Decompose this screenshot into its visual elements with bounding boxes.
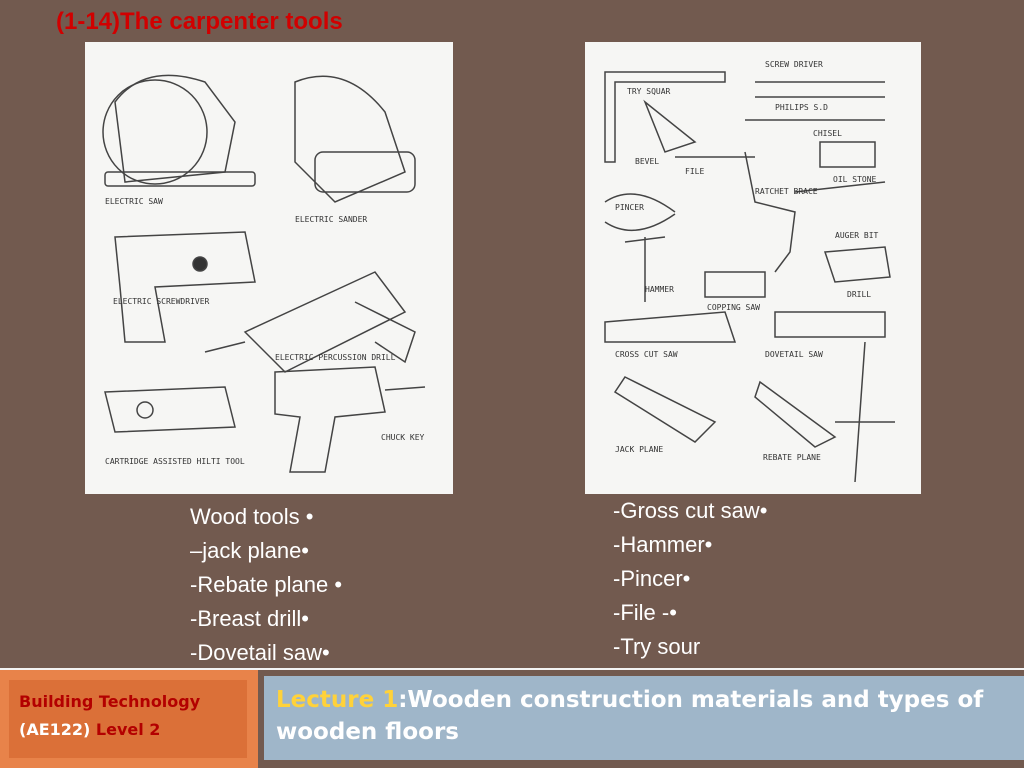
list-item: -Rebate plane • xyxy=(190,572,343,597)
list-item: -Try sour xyxy=(613,634,701,659)
fig-label: ELECTRIC SANDER xyxy=(295,215,368,224)
fig-label: JACK PLANE xyxy=(615,445,664,454)
list-item: -File -• xyxy=(613,600,677,625)
fig-label: BEVEL xyxy=(635,157,660,166)
fig-label: COPPING SAW xyxy=(707,303,760,312)
fig-label: REBATE PLANE xyxy=(763,453,821,462)
fig-label: OIL STONE xyxy=(833,175,877,184)
fig-label: AUGER BIT xyxy=(835,231,879,240)
list-item: -Pincer• xyxy=(613,566,691,591)
list-item: -Gross cut saw• xyxy=(613,498,768,523)
list-item: -Hammer• xyxy=(613,532,713,557)
electric-tools-illustration xyxy=(85,42,453,494)
fig-label: HAMMER xyxy=(645,285,674,294)
fig-label: CROSS CUT SAW xyxy=(615,350,678,359)
slide-title: (1-14)The carpenter tools xyxy=(56,8,343,35)
course-info-box xyxy=(9,680,247,758)
course-code: (AE122) xyxy=(19,720,91,739)
fig-label: FILE xyxy=(685,167,705,176)
fig-label: ELECTRIC PERCUSSION DRILL xyxy=(275,353,396,362)
fig-label: ELECTRIC SAW xyxy=(105,197,163,206)
fig-label: PINCER xyxy=(615,203,644,212)
fig-label: SCREW DRIVER xyxy=(765,60,823,69)
list-item: –jack plane• xyxy=(190,538,310,563)
tools-list-right xyxy=(613,494,767,664)
course-code-line xyxy=(19,716,237,744)
fig-label: ELECTRIC SCREWDRIVER xyxy=(113,297,210,306)
fig-label: TRY SQUAR xyxy=(627,87,671,96)
fig-label: PHILIPS S.D xyxy=(775,103,828,112)
course-name: Building Technology xyxy=(19,692,201,711)
hand-tools-illustration xyxy=(585,42,921,494)
fig-label: CARTRIDGE ASSISTED HILTI TOOL xyxy=(105,457,245,466)
fig-label: CHISEL xyxy=(813,129,842,138)
hand-tools-drawing xyxy=(585,42,921,494)
lecture-title: :Wooden construction materials and types of wooden floors xyxy=(276,687,984,745)
fig-label: DRILL xyxy=(847,290,872,299)
electric-tools-drawing xyxy=(85,42,453,494)
list-item: -Breast drill• xyxy=(190,606,309,631)
course-info-panel xyxy=(0,670,258,768)
list-item: -Dovetail saw• xyxy=(190,640,330,665)
fig-label: CHUCK KEY xyxy=(381,433,425,442)
lecture-number: Lecture 1 xyxy=(276,687,399,713)
course-level: Level 2 xyxy=(90,720,161,739)
fig-label: RATCHET BRACE xyxy=(755,187,818,196)
fig-label: DOVETAIL SAW xyxy=(765,350,823,359)
list-item: Wood tools • xyxy=(190,504,314,529)
lecture-title-panel xyxy=(264,676,1024,760)
tools-list-left xyxy=(190,500,342,670)
